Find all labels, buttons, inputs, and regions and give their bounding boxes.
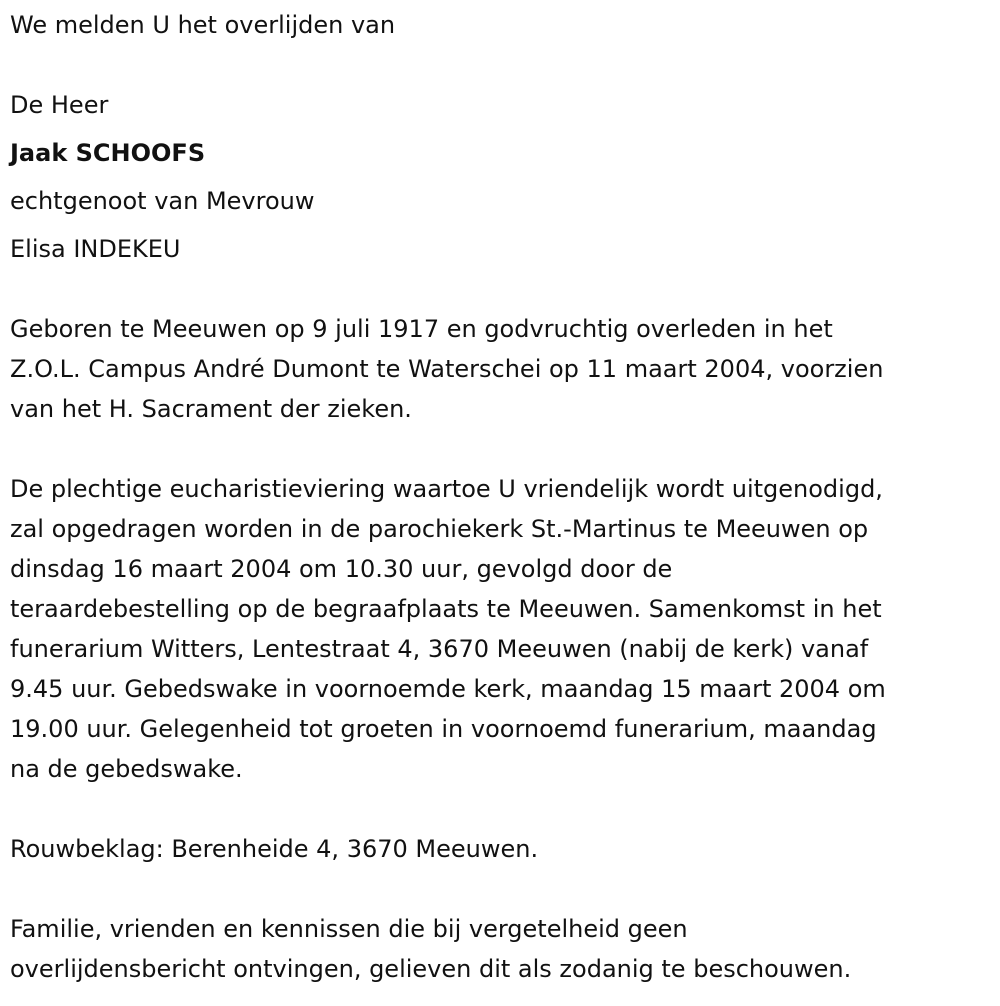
- spouse-label: echtgenoot van Mevrouw: [10, 187, 315, 215]
- spouse-name: Elisa INDEKEU: [10, 235, 181, 263]
- ceremony-line: funerarium Witters, Lentestraat 4, 3670 Meeuwen (nabij de kerk) vanaf: [10, 635, 869, 663]
- deceased-name: Jaak SCHOOFS: [10, 139, 206, 167]
- ceremony-line: dinsdag 16 maart 2004 om 10.30 uur, gevolgd door de: [10, 555, 673, 583]
- ceremony-line: na de gebedswake.: [10, 755, 243, 783]
- ceremony-line: zal opgedragen worden in de parochiekerk St.-Martinus te Meeuwen op: [10, 515, 869, 543]
- birth-death-line: Z.O.L. Campus André Dumont te Waterschei op 11 maart 2004, voorzien: [10, 355, 884, 383]
- ceremony-line: teraardebestelling op de begraafplaats te Meeuwen. Samenkomst in het: [10, 595, 882, 623]
- ceremony-line: 9.45 uur. Gebedswake in voornoemde kerk, maandag 15 maart 2004 om: [10, 675, 886, 703]
- condolences-address: Rouwbeklag: Berenheide 4, 3670 Meeuwen.: [10, 835, 539, 863]
- closing-line: overlijdensbericht ontvingen, gelieven dit als zodanig te beschouwen.: [10, 955, 852, 983]
- ceremony-line: 19.00 uur. Gelegenheid tot groeten in voornoemd funerarium, maandag: [10, 715, 877, 743]
- title-text: De Heer: [10, 91, 109, 119]
- birth-death-line: van het H. Sacrament der zieken.: [10, 395, 412, 423]
- birth-death-line: Geboren te Meeuwen op 9 juli 1917 en godvruchtig overleden in het: [10, 315, 833, 343]
- intro-text: We melden U het overlijden van: [10, 11, 396, 39]
- ceremony-line: De plechtige eucharistieviering waartoe U vriendelijk wordt uitgenodigd,: [10, 475, 883, 503]
- closing-line: Familie, vrienden en kennissen die bij vergetelheid geen: [10, 915, 688, 943]
